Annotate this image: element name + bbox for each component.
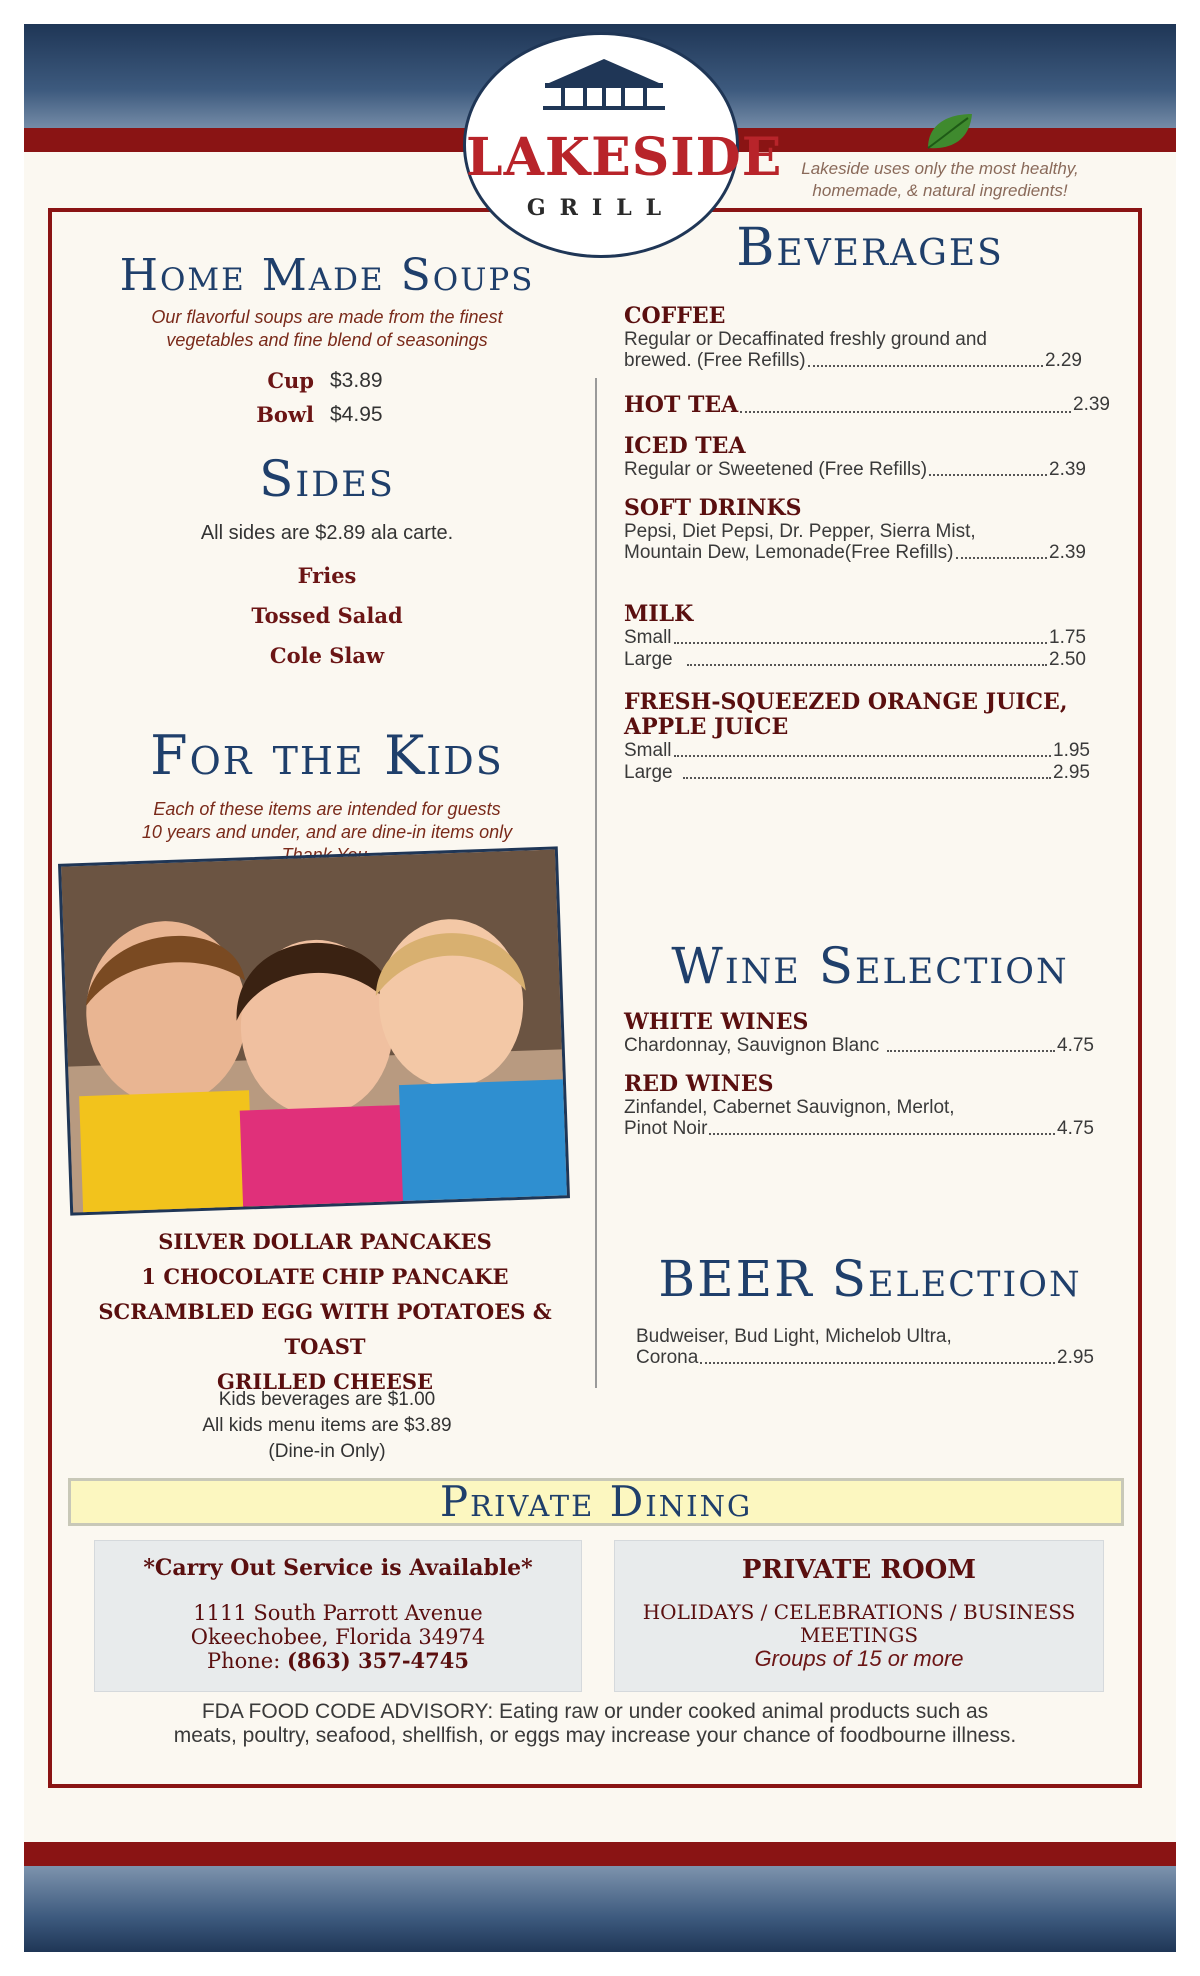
milk-name: MILK [624,601,694,627]
bottom-banner [24,1866,1176,1952]
carry-out-address [95,1601,581,1673]
milk-large-row [624,649,1086,671]
juice-small-label: Small [624,740,672,761]
kids-note-line: (Dine-in Only) [268,1441,386,1462]
kids-desc-line: Each of these items are intended for guests [153,799,501,819]
fda-line: meats, poultry, seafood, shellfish, or eggs may increase your chance of foodbourne illness. [173,1724,1017,1747]
soup-bowl-row [250,398,450,432]
soft-drinks-item [624,496,1086,564]
milk-small-row [624,627,1086,649]
soup-prices [250,364,450,432]
column-divider [595,378,597,1388]
hot-tea-item [624,392,1110,418]
white-wine-desc: Chardonnay, Sauvignon Blanc [624,1035,880,1056]
private-dining-heading: Private Dining [439,1477,753,1526]
white-wine-item [624,1010,1094,1057]
beverages-heading: Beverages [736,218,1004,278]
kids-item: SILVER DOLLAR PANCAKES [158,1229,492,1254]
kids-photo-image [61,849,570,1215]
milk-small-price: 1.75 [1049,627,1086,648]
kids-desc-line: 10 years and under, and are dine-in items only [141,822,513,842]
juice-item [624,690,1090,784]
kids-item: GRILLED CHEESE [216,1369,433,1394]
side-item: Fries [297,563,357,588]
bottom-red-stripe [24,1842,1176,1866]
logo-name: LAKESIDE [466,127,783,188]
red-wine-row [624,1118,1094,1140]
soft-drinks-desc: Pepsi, Diet Pepsi, Dr. Pepper, Sierra Mist, [624,521,976,542]
address-line: 1111 South Parrott Avenue [193,1601,483,1625]
sides-heading: Sides [259,450,395,508]
milk-small-label: Small [624,627,672,648]
iced-tea-row [624,459,1086,481]
beer-desc: Budweiser, Bud Light, Michelob Ultra, [636,1326,952,1347]
soups-heading: Home Made Soups [119,250,535,301]
soup-cup-label: Cup [267,368,314,393]
coffee-desc-line2: brewed. (Free Refills) [624,350,806,371]
private-room-title: PRIVATE ROOM [741,1555,977,1585]
juice-large-label: Large [624,762,673,783]
coffee-desc: Regular or Decaffinated freshly ground and [624,329,987,350]
red-wine-desc: Zinfandel, Cabernet Sauvignon, Merlot, [624,1097,955,1118]
private-room-line: MEETINGS [799,1623,919,1647]
iced-tea-item [624,434,1086,481]
hot-tea-row [624,392,1110,418]
iced-tea-price: 2.39 [1049,459,1086,480]
address-line: Okeechobee, Florida 34974 [190,1625,486,1649]
soft-drinks-name: SOFT DRINKS [624,495,802,521]
coffee-item [624,304,1082,372]
milk-large-label: Large [624,649,673,670]
soft-drinks-desc-line2: Mountain Dew, Lemonade(Free Refills) [624,542,954,563]
red-wine-desc-line2: Pinot Noir [624,1118,708,1139]
logo-subtitle: GRILL [526,195,676,221]
phone-label: Phone: [206,1649,281,1673]
tagline-line: Lakeside uses only the most healthy, [801,159,1079,178]
juice-name: FRESH-SQUEEZED ORANGE JUICE, [624,689,1068,715]
red-wine-price: 4.75 [1057,1118,1094,1139]
kids-note-line: Kids beverages are $1.00 [218,1389,436,1410]
side-item: Tossed Salad [251,603,403,628]
white-wine-price: 4.75 [1057,1035,1094,1056]
juice-small-row [624,740,1090,762]
gazebo-icon [539,55,669,115]
hot-tea-price: 2.39 [1073,394,1110,415]
soup-cup-price: $3.89 [330,369,383,392]
private-room-details [615,1601,1103,1670]
side-item: Cole Slaw [269,643,385,668]
soup-bowl-price: $4.95 [330,403,383,426]
sides-list [82,556,572,676]
private-room-box [614,1540,1104,1692]
kids-notes [82,1387,572,1465]
wine-heading: Wine Selection [671,937,1069,995]
beer-desc-line2: Corona [636,1347,699,1368]
coffee-price: 2.29 [1045,350,1082,371]
soup-cup-row [250,364,450,398]
soups-desc-line: Our flavorful soups are made from the finest [151,307,503,327]
hot-tea-name: HOT TEA [624,392,739,418]
soft-drinks-row [624,542,1086,564]
beer-price: 2.95 [1057,1347,1094,1368]
leaf-icon [922,108,978,156]
coffee-name: COFFEE [624,303,726,329]
sides-note: All sides are $2.89 ala carte. [200,522,454,544]
beer-heading: BEER Selection [658,1250,1082,1308]
juice-name-line2: APPLE JUICE [624,714,789,740]
kids-menu-items [60,1224,590,1399]
kids-photo [58,846,570,1215]
beer-item [636,1326,1094,1369]
kids-item: 1 CHOCOLATE CHIP PANCAKE [141,1264,509,1289]
iced-tea-name: ICED TEA [624,433,746,459]
soft-drinks-price: 2.39 [1049,542,1086,563]
soup-bowl-label: Bowl [256,402,314,427]
juice-small-price: 1.95 [1053,740,1090,761]
milk-item [624,602,1086,671]
carry-out-box [94,1540,582,1692]
tagline-line: homemade, & natural ingredients! [812,181,1068,200]
carry-out-title: *Carry Out Service is Available* [143,1555,533,1581]
iced-tea-desc: Regular or Sweetened (Free Refills) [624,459,928,480]
juice-large-row [624,762,1090,784]
kids-heading: For the Kids [150,724,504,787]
soups-desc-line: vegetables and fine blend of seasonings [166,330,488,350]
tagline [770,158,1110,202]
beer-row [636,1347,1094,1369]
white-wine-row [624,1035,1094,1057]
red-wine-name: RED WINES [624,1071,774,1097]
red-wine-item [624,1072,1094,1140]
fda-advisory [82,1700,1108,1748]
phone-line [95,1649,581,1673]
private-room-line: HOLIDAYS / CELEBRATIONS / BUSINESS [642,1600,1076,1624]
private-room-groups: Groups of 15 or more [754,1646,964,1671]
coffee-price-row [624,350,1082,372]
white-wine-name: WHITE WINES [624,1009,809,1035]
phone-number: (863) 357-4745 [286,1648,470,1673]
kids-note-line: All kids menu items are $3.89 [202,1415,452,1436]
milk-large-price: 2.50 [1049,649,1086,670]
soups-description [82,306,572,352]
kids-item: SCRAMBLED EGG WITH POTATOES & TOAST [98,1299,552,1359]
fda-line: FDA FOOD CODE ADVISORY: Eating raw or under cooked animal products such as [201,1700,989,1723]
juice-large-price: 2.95 [1053,762,1090,783]
